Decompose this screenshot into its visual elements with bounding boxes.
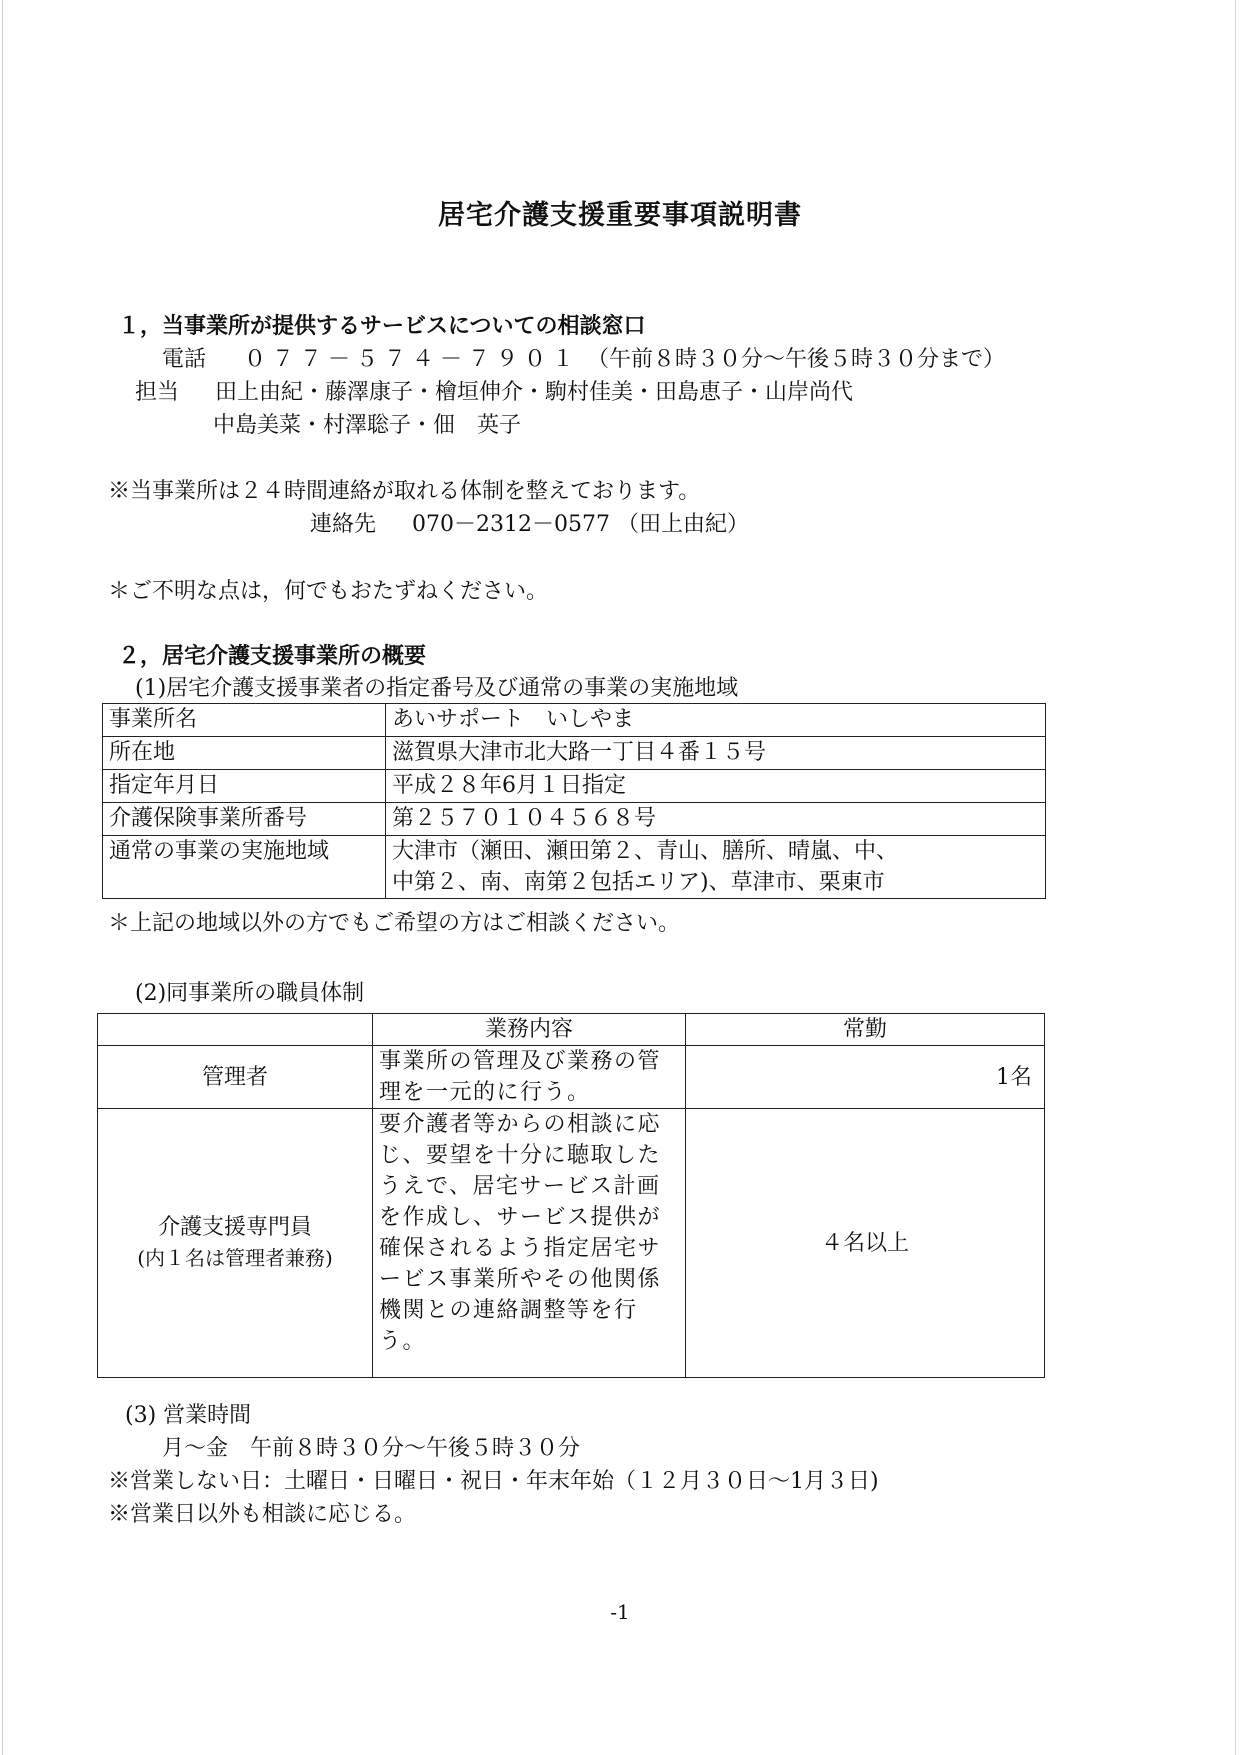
duties-cell <box>373 1109 686 1378</box>
sub1-title: (1)居宅介護支援事業者の指定番号及び通常の事業の実施地域 <box>135 676 739 701</box>
row-value <box>386 836 1046 899</box>
business-hours: 月～金 午前８時３０分～午後５時３０分 <box>162 1436 581 1461</box>
scan-edge-right <box>1235 0 1236 1755</box>
row-label: 指定年月日 <box>103 770 386 803</box>
phone-number: ０７７－５７４－７９０１ <box>244 347 581 372</box>
page-number: -1 <box>610 1600 630 1624</box>
staff-table <box>97 1013 1045 1378</box>
row-value: 第２５７０１０４５６８号 <box>386 803 1046 836</box>
scan-edge-left <box>2 0 3 1755</box>
staff-names-line1: 田上由紀・藤澤康子・檜垣伸介・駒村佳美・田島恵子・山岸尚代 <box>215 380 854 405</box>
row-value: あいサポート いしやま <box>386 704 1046 737</box>
table-row <box>103 803 1046 836</box>
header-cell: 業務内容 <box>373 1014 686 1046</box>
section1-heading: １，当事業所が提供するサービスについての相談窓口 <box>118 314 646 339</box>
role-note: (内１名は管理者兼務) <box>137 1246 333 1270</box>
row-label: 所在地 <box>103 737 386 770</box>
consult-note: ※営業日以外も相談に応じる。 <box>108 1502 417 1527</box>
service-area-line1: 大津市（瀬田、瀬田第２、青山、膳所、晴嵐、中、 <box>392 839 899 864</box>
table-row <box>103 770 1046 803</box>
document-title: 居宅介護支援重要事項説明書 <box>438 200 802 231</box>
contact-line <box>310 511 749 539</box>
sub2-title: (2)同事業所の職員体制 <box>135 981 365 1006</box>
table-header-row <box>98 1014 1045 1046</box>
row-label: 事業所名 <box>103 704 386 737</box>
contact-person: （田上由紀） <box>616 512 749 537</box>
duties-cell <box>373 1046 686 1109</box>
table-row <box>103 836 1046 899</box>
notice-24h: ※当事業所は２４時間連絡が取れる体制を整えております。 <box>108 479 701 504</box>
row-value: 滋賀県大津市北大路一丁目４番１５号 <box>386 737 1046 770</box>
staff-label: 担当 <box>135 380 180 405</box>
fulltime-cell: 1名 <box>686 1046 1045 1109</box>
closed-days: ※営業しない日：土曜日・日曜日・祝日・年末年始（１２月３０日～1月３日) <box>108 1469 879 1494</box>
role-cell <box>98 1109 373 1378</box>
section2-heading: ２，居宅介護支援事業所の概要 <box>118 644 427 669</box>
table-row <box>98 1109 1045 1378</box>
row-value: 平成２８年6月１日指定 <box>386 770 1046 803</box>
phone-hours: （午前８時３０分～午後５時３０分まで） <box>587 347 1006 372</box>
overview-table <box>102 703 1046 899</box>
phone-line <box>162 346 1005 374</box>
role-cell: 管理者 <box>98 1046 373 1109</box>
table-row <box>98 1046 1045 1109</box>
staff-names-line2: 中島美菜・村澤聡子・佃 英子 <box>213 413 522 438</box>
table-row <box>103 737 1046 770</box>
table-row <box>103 704 1046 737</box>
sub3-title: (3) 営業時間 <box>125 1403 252 1428</box>
header-cell: 常勤 <box>686 1014 1045 1046</box>
phone-label: 電話 <box>162 347 207 372</box>
area-note: ＊上記の地域以外の方でもご希望の方はご相談ください。 <box>108 911 681 936</box>
inquiry-note: ＊ご不明な点は，何でもおたずねください。 <box>108 579 549 604</box>
staff-line <box>135 379 853 407</box>
duties-text: 事業所の管理及び業務の管 理を一元的に行う。 <box>379 1049 662 1105</box>
contact-number: 070－2312－0577 <box>412 512 610 537</box>
row-label: 介護保険事業所番号 <box>103 803 386 836</box>
fulltime-cell: ４名以上 <box>686 1109 1045 1378</box>
duties-text: 要介護者等からの相談に応 じ、要望を十分に聴取した うえで、居宅サービス計画 を作成し、サービス提供が 確保されるよう指定居宅サ ービス事業所やその他関係 機関との連絡調整等を行 う。 <box>379 1112 662 1354</box>
header-cell <box>98 1014 373 1046</box>
row-label: 通常の事業の実施地域 <box>103 836 386 899</box>
contact-label: 連絡先 <box>310 512 377 537</box>
service-area-line2: 中第２、南、南第２包括エリア)、草津市、栗東市 <box>392 870 885 895</box>
role-text: 介護支援専門員 <box>157 1215 312 1240</box>
